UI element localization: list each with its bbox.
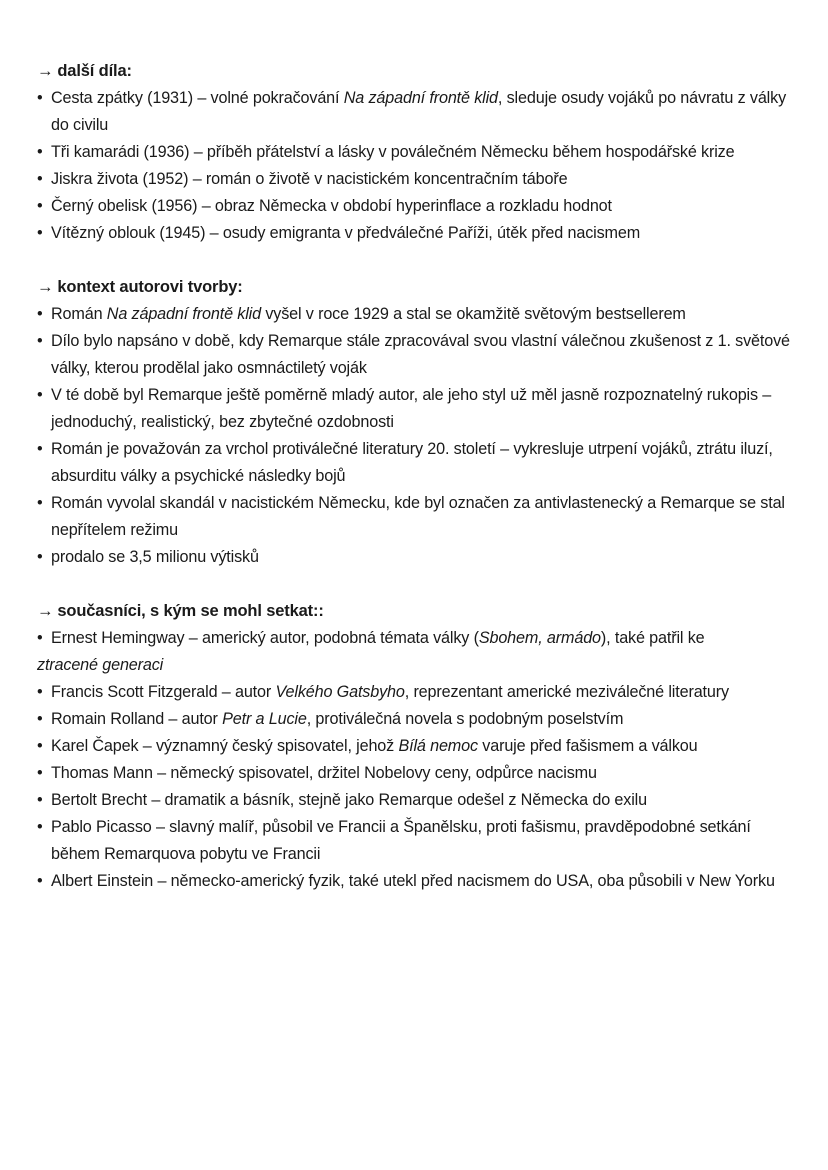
section-heading-text: kontext autorovi tvorby: [57, 278, 243, 296]
bullet-icon: • [37, 548, 43, 566]
list-item [37, 787, 797, 814]
list-item-text [51, 683, 729, 701]
text-run: Černý obelisk (1956) – obraz Německa v období hyperinflace a rozkladu hodnot [51, 197, 612, 215]
italic-title: Sbohem, armádo [478, 629, 601, 647]
section-heading [37, 598, 797, 625]
bullet-icon: • [37, 872, 43, 890]
bullet-icon: • [37, 89, 43, 107]
section-heading-text: další díla: [57, 62, 132, 80]
italic-title: Na západní frontě klid [343, 89, 498, 107]
text-run: Pablo Picasso – slavný malíř, působil ve Francii a Španělsku, proti fašismu, pravděpodobné setkání během Remarquova pobytu ve Francii [51, 818, 751, 863]
list-item-text [51, 143, 734, 161]
bullet-icon: • [37, 170, 43, 188]
bullet-icon: • [37, 737, 43, 755]
list-item [37, 868, 797, 895]
list-item-text [51, 548, 259, 566]
italic-title: Petr a Lucie [222, 710, 307, 728]
bullet-icon: • [37, 629, 43, 647]
arrow-right-icon: → [37, 278, 54, 296]
list-item-text [51, 197, 612, 215]
bullet-icon: • [37, 791, 43, 809]
list-item-text [51, 818, 751, 863]
list-item-text [51, 440, 773, 485]
text-run: , reprezentant americké meziválečné literatury [404, 683, 729, 701]
list-item [37, 301, 797, 328]
list-item [37, 544, 797, 571]
text-run: Tři kamarádi (1936) – příběh přátelství a lásky v poválečném Německu během hospodářské krize [51, 143, 735, 161]
text-run: Ernest Hemingway – americký autor, podobná témata války ( [51, 629, 479, 647]
list-item-text [51, 791, 647, 809]
text-run: Vítězný oblouk (1945) – osudy emigranta v předválečné Paříži, útěk před nacismem [51, 224, 641, 242]
bullet-icon: • [37, 494, 43, 512]
list-item [37, 679, 797, 706]
list-item-text [51, 224, 640, 242]
bullet-icon: • [37, 683, 43, 701]
bullet-icon: • [37, 818, 43, 836]
section-heading [37, 274, 797, 301]
text-run: Thomas Mann – německý spisovatel, držitel Nobelovy ceny, odpůrce nacismu [51, 764, 597, 782]
bullet-icon: • [37, 305, 43, 323]
bullet-icon: • [37, 332, 43, 350]
bullet-icon: • [37, 386, 43, 404]
list-item-text [51, 629, 705, 647]
list-item [37, 193, 797, 220]
bullet-icon: • [37, 143, 43, 161]
list-item-text [51, 386, 771, 431]
text-run: , sleduje osudy vojáků po návratu z války do civilu [51, 89, 787, 134]
italic-title: ztracené generaci [37, 656, 164, 674]
arrow-right-icon: → [37, 62, 54, 80]
italic-title: Velkého Gatsbyho [275, 683, 405, 701]
list-item-text [51, 332, 790, 377]
bullet-icon: • [37, 224, 43, 242]
list-item-continuation [37, 652, 797, 679]
bullet-icon: • [37, 440, 43, 458]
bullet-icon: • [37, 710, 43, 728]
list-item [37, 733, 797, 760]
list-item [37, 625, 797, 679]
italic-title: Bílá nemoc [398, 737, 478, 755]
section-heading [37, 58, 797, 85]
list-item [37, 85, 797, 139]
list-item [37, 382, 797, 436]
list-item [37, 760, 797, 787]
list-item [37, 436, 797, 490]
text-run: Karel Čapek – významný český spisovatel, jehož [51, 737, 399, 755]
italic-title: Na západní frontě klid [106, 305, 261, 323]
list-item [37, 166, 797, 193]
text-run: Román je považován za vrchol protiválečné literatury 20. století – vykresluje utrpení vojáků, ztrátu iluzí, absurditu války a psychické následky bojů [51, 440, 773, 485]
text-run: V té době byl Remarque ještě poměrně mladý autor, ale jeho styl už měl jasně rozpoznatelný rukopis – jednoduchý, realistický, bez zbytečné ozdobnosti [51, 386, 772, 431]
list-item [37, 490, 797, 544]
list-item [37, 328, 797, 382]
text-run: , protiválečná novela s podobným poselstvím [306, 710, 624, 728]
section-heading-text: současníci, s kým se mohl setkat:: [57, 602, 324, 620]
list-item-text [51, 737, 697, 755]
text-run: Dílo bylo napsáno v době, kdy Remarque stále zpracovával svou vlastní válečnou zkušenost z 1. světové války, kterou prodělal jako osmnáctiletý voják [51, 332, 790, 377]
text-run: Román [51, 305, 107, 323]
list-item-text [51, 89, 786, 134]
text-run: Cesta zpátky (1931) – volné pokračování [51, 89, 344, 107]
document-page [37, 58, 797, 922]
bullet-icon: • [37, 197, 43, 215]
list-item-text [51, 494, 785, 539]
list-item [37, 814, 797, 868]
list-item [37, 139, 797, 166]
text-run: Bertolt Brecht – dramatik a básník, stejně jako Remarque odešel z Německa do exilu [51, 791, 647, 809]
list-item-text [51, 764, 597, 782]
section [37, 598, 797, 895]
section [37, 274, 797, 571]
list-item-text [51, 305, 686, 323]
list-item-text [51, 170, 567, 188]
list-item-text [51, 872, 775, 890]
text-run: Román vyvolal skandál v nacistickém Německu, kde byl označen za antivlastenecký a Remarque se stal nepřítelem režimu [51, 494, 785, 539]
section [37, 58, 797, 247]
list-item-text [51, 710, 623, 728]
text-run: Albert Einstein – německo-americký fyzik, také utekl před nacismem do USA, oba působili v New Yorku [51, 872, 775, 890]
text-run: Francis Scott Fitzgerald – autor [51, 683, 276, 701]
list-item [37, 220, 797, 247]
text-run: prodalo se 3,5 milionu výtisků [51, 548, 259, 566]
bullet-icon: • [37, 764, 43, 782]
text-run: ), také patřil ke [600, 629, 705, 647]
text-run: Romain Rolland – autor [51, 710, 223, 728]
text-run: vyšel v roce 1929 a stal se okamžitě světovým bestsellerem [260, 305, 686, 323]
arrow-right-icon: → [37, 602, 54, 620]
text-run: Jiskra života (1952) – román o životě v nacistickém koncentračním táboře [51, 170, 568, 188]
list-item [37, 706, 797, 733]
text-run: varuje před fašismem a válkou [477, 737, 698, 755]
